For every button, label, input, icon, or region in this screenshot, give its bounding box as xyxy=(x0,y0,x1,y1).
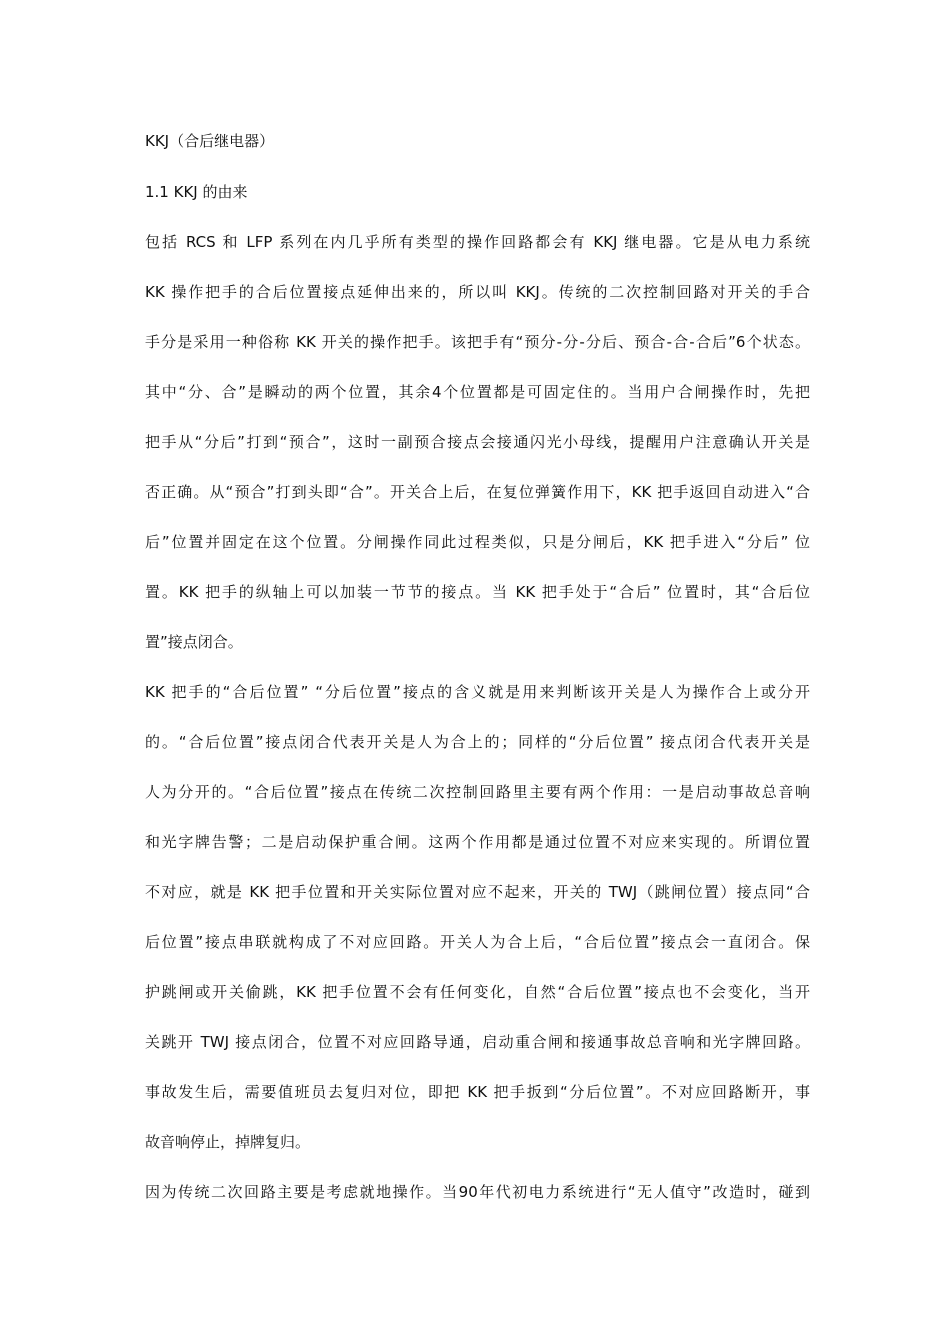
paragraph-1-line-6: 否正确。从“预合”打到头即“合”。开关合上后，在复位弹簧作用下，KK 把手返回自动进入“合 xyxy=(145,483,810,501)
paragraph-2-line-8: 关跳开 TWJ 接点闭合，位置不对应回路导通，启动重合闸和接通事故总音响和光字牌回路。 xyxy=(145,1033,810,1051)
paragraph-2-line-6: 后位置”接点串联就构成了不对应回路。开关人为合上后，“合后位置”接点会一直闭合。保 xyxy=(145,933,810,951)
section-subheading: 1.1 KKJ 的由来 xyxy=(145,183,248,201)
paragraph-1-line-3: 手分是采用一种俗称 KK 开关的操作把手。该把手有“预分-分-分后、预合-合-合后”6个状态。 xyxy=(145,333,810,351)
paragraph-2-line-2: 的。“合后位置”接点闭合代表开关是人为合上的；同样的“分后位置” 接点闭合代表开关是 xyxy=(145,733,810,751)
paragraph-2-line-3: 人为分开的。“合后位置”接点在传统二次控制回路里主要有两个作用：一是启动事故总音响 xyxy=(145,783,810,801)
paragraph-2-line-4: 和光字牌告警；二是启动保护重合闸。这两个作用都是通过位置不对应来实现的。所谓位置 xyxy=(145,833,810,851)
paragraph-1-line-1: 包括 RCS 和 LFP 系列在内几乎所有类型的操作回路都会有 KKJ 继电器。它是从电力系统 xyxy=(145,233,810,251)
paragraph-2-line-9: 事故发生后，需要值班员去复归对位，即把 KK 把手扳到“分后位置”。不对应回路断开，事 xyxy=(145,1083,810,1101)
paragraph-2-line-10: 故音响停止，掉牌复归。 xyxy=(145,1133,311,1151)
paragraph-1-line-5: 把手从“分后”打到“预合”，这时一副预合接点会接通闪光小母线，提醒用户注意确认开关是 xyxy=(145,433,810,451)
paragraph-3-line-1: 因为传统二次回路主要是考虑就地操作。当90年代初电力系统进行“无人值守”改造时，碰到 xyxy=(145,1183,810,1201)
paragraph-1-line-2: KK 操作把手的合后位置接点延伸出来的，所以叫 KKJ。传统的二次控制回路对开关的手合 xyxy=(145,283,810,301)
paragraph-2-line-7: 护跳闸或开关偷跳，KK 把手位置不会有任何变化，自然“合后位置”接点也不会变化，当开 xyxy=(145,983,810,1001)
paragraph-1-line-8: 置。KK 把手的纵轴上可以加装一节节的接点。当 KK 把手处于“合后” 位置时，其“合后位 xyxy=(145,583,810,601)
paragraph-2-line-1: KK 把手的“合后位置” “分后位置”接点的含义就是用来判断该开关是人为操作合上或分开 xyxy=(145,683,810,701)
paragraph-2-line-5: 不对应，就是 KK 把手位置和开关实际位置对应不起来，开关的 TWJ（跳闸位置）接点同“合 xyxy=(145,883,810,901)
document-heading: KKJ（合后继电器） xyxy=(145,132,275,150)
paragraph-1-line-4: 其中“分、合”是瞬动的两个位置，其余4个位置都是可固定住的。当用户合闸操作时，先把 xyxy=(145,383,810,401)
paragraph-1-line-7: 后”位置并固定在这个位置。分闸操作同此过程类似，只是分闸后，KK 把手进入“分后” 位 xyxy=(145,533,810,551)
paragraph-1-line-9: 置”接点闭合。 xyxy=(145,633,243,651)
